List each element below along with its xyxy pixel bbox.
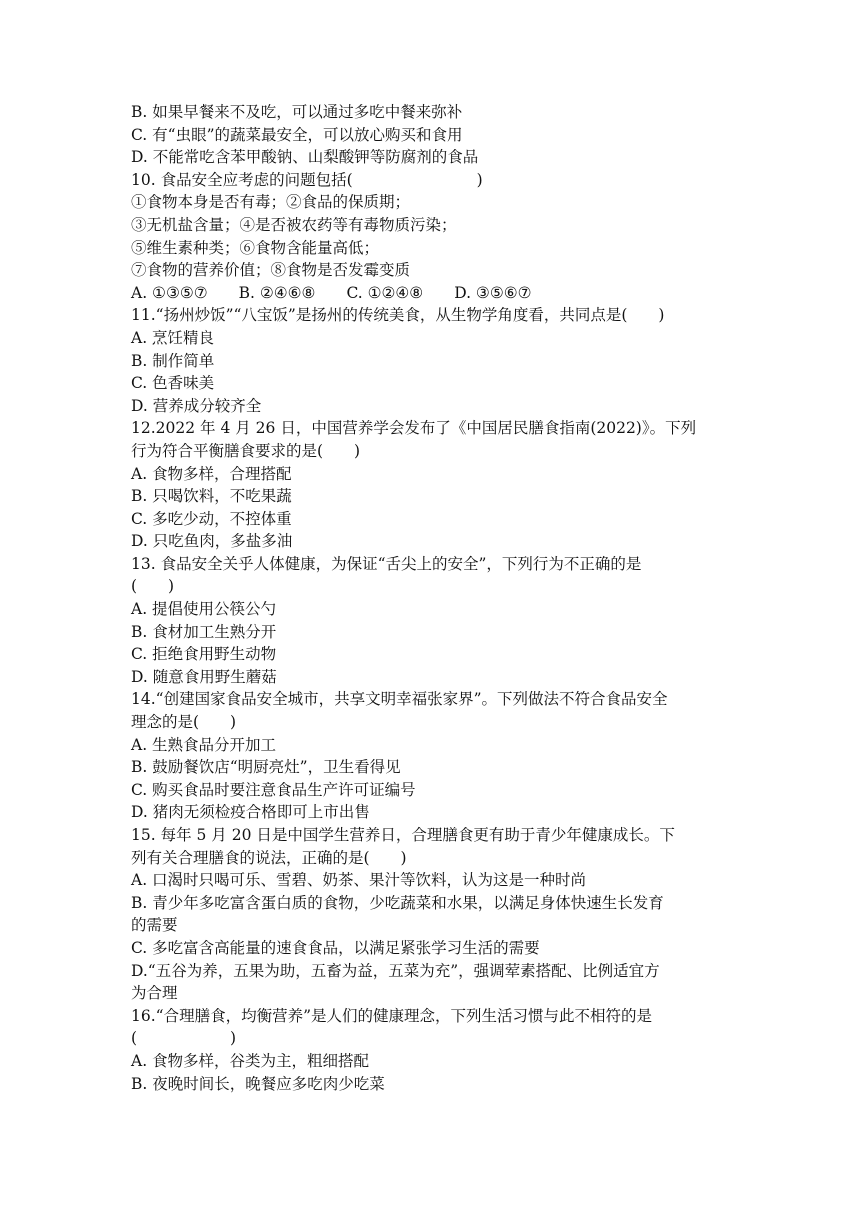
- option-line: C. 多吃少动，不控体重: [131, 509, 292, 528]
- document-page: [131, 101, 731, 1095]
- option-line: A. 生熟食品分开加工: [131, 735, 277, 754]
- text-line: 列有关合理膳食的说法，正确的是( ): [131, 848, 407, 867]
- text-line: 为合理: [131, 984, 178, 1003]
- text-line: ⑤维生素种类；⑥食物含能量高低；: [131, 238, 380, 257]
- option-line: D.“五谷为养，五果为助，五畜为益，五菜为充”，强调荤素搭配、比例适宜方: [131, 961, 660, 980]
- option-line: C. 拒绝食用野生动物: [131, 645, 277, 664]
- option-line: B. 制作简单: [131, 351, 215, 370]
- option-line: A. 口渴时只喝可乐、雪碧、奶茶、果汁等饮料，认为这是一种时尚: [131, 871, 587, 890]
- option-line: C. 购买食品时要注意食品生产许可证编号: [131, 780, 416, 799]
- text-line: ③无机盐含量；④是否被农药等有毒物质污染；: [131, 215, 457, 234]
- option-line: D. 只吃鱼肉，多盐多油: [131, 532, 293, 551]
- text-line: ( ): [131, 577, 175, 596]
- question-10-options: A. ①③⑤⑦ B. ②④⑥⑧ C. ①②④⑧ D. ③⑤⑥⑦: [131, 283, 532, 302]
- question-11-stem: 11.“扬州炒饭”“八宝饭”是扬州的传统美食，从生物学角度看，共同点是( ): [131, 306, 665, 325]
- option-line: A. 食物多样，谷类为主，粗细搭配: [131, 1051, 370, 1070]
- option-line: C. 色香味美: [131, 374, 215, 393]
- text-line: ①食物本身是否有毒；②食品的保质期；: [131, 193, 411, 212]
- option-line: B. 只喝饮料，不吃果蔬: [131, 487, 292, 506]
- text-line: D. 不能常吃含苯甲酸钠、山梨酸钾等防腐剂的食品: [131, 148, 479, 167]
- question-14-stem: 14.“创建国家食品安全城市，共享文明幸福张家界”。下列做法不符合食品安全: [131, 690, 668, 709]
- option-line: B. 夜晚时间长，晚餐应多吃肉少吃菜: [131, 1074, 385, 1093]
- question-13-stem: 13. 食品安全关乎人体健康，为保证“舌尖上的安全”，下列行为不正确的是: [131, 554, 642, 573]
- text-line: ⑦食物的营养价值；⑧食物是否发霉变质: [131, 261, 411, 280]
- option-line: B. 食材加工生熟分开: [131, 622, 277, 641]
- text-line: C. 有“虫眼”的蔬菜最安全，可以放心购买和食用: [131, 125, 463, 144]
- option-line: B. 鼓励餐饮店“明厨亮灶”，卫生看得见: [131, 758, 401, 777]
- text-line: 的需要: [131, 916, 178, 935]
- option-line: B. 青少年多吃富含蛋白质的食物，少吃蔬菜和水果，以满足身体快速生长发育: [131, 893, 664, 912]
- text-line: B. 如果早餐来不及吃，可以通过多吃中餐来弥补: [131, 103, 463, 121]
- option-line: A. 烹饪精良: [131, 328, 215, 347]
- text-line: 行为符合平衡膳食要求的是( ): [131, 441, 361, 460]
- option-line: D. 随意食用野生蘑菇: [131, 667, 277, 686]
- option-line: A. 提倡使用公筷公勺: [131, 600, 277, 619]
- option-line: D. 猪肉无须检疫合格即可上市出售: [131, 803, 370, 822]
- option-line: D. 营养成分较齐全: [131, 396, 262, 415]
- text-line: ( ): [131, 1029, 237, 1048]
- question-10-stem: 10. 食品安全应考虑的问题包括( ): [131, 170, 483, 189]
- option-line: C. 多吃富含高能量的速食食品，以满足紧张学习生活的需要: [131, 938, 540, 957]
- question-12-stem: 12.2022 年 4 月 26 日，中国营养学会发布了《中国居民膳食指南(2022)》。下列: [131, 419, 697, 438]
- text-line: 理念的是( ): [131, 713, 237, 732]
- option-line: A. 食物多样，合理搭配: [131, 464, 292, 483]
- question-15-stem: 15. 每年 5 月 20 日是中国学生营养日，合理膳食更有助于青少年健康成长。下: [131, 826, 675, 844]
- question-16-stem: 16.“合理膳食，均衡营养”是人们的健康理念，下列生活习惯与此不相符的是: [131, 1006, 653, 1025]
